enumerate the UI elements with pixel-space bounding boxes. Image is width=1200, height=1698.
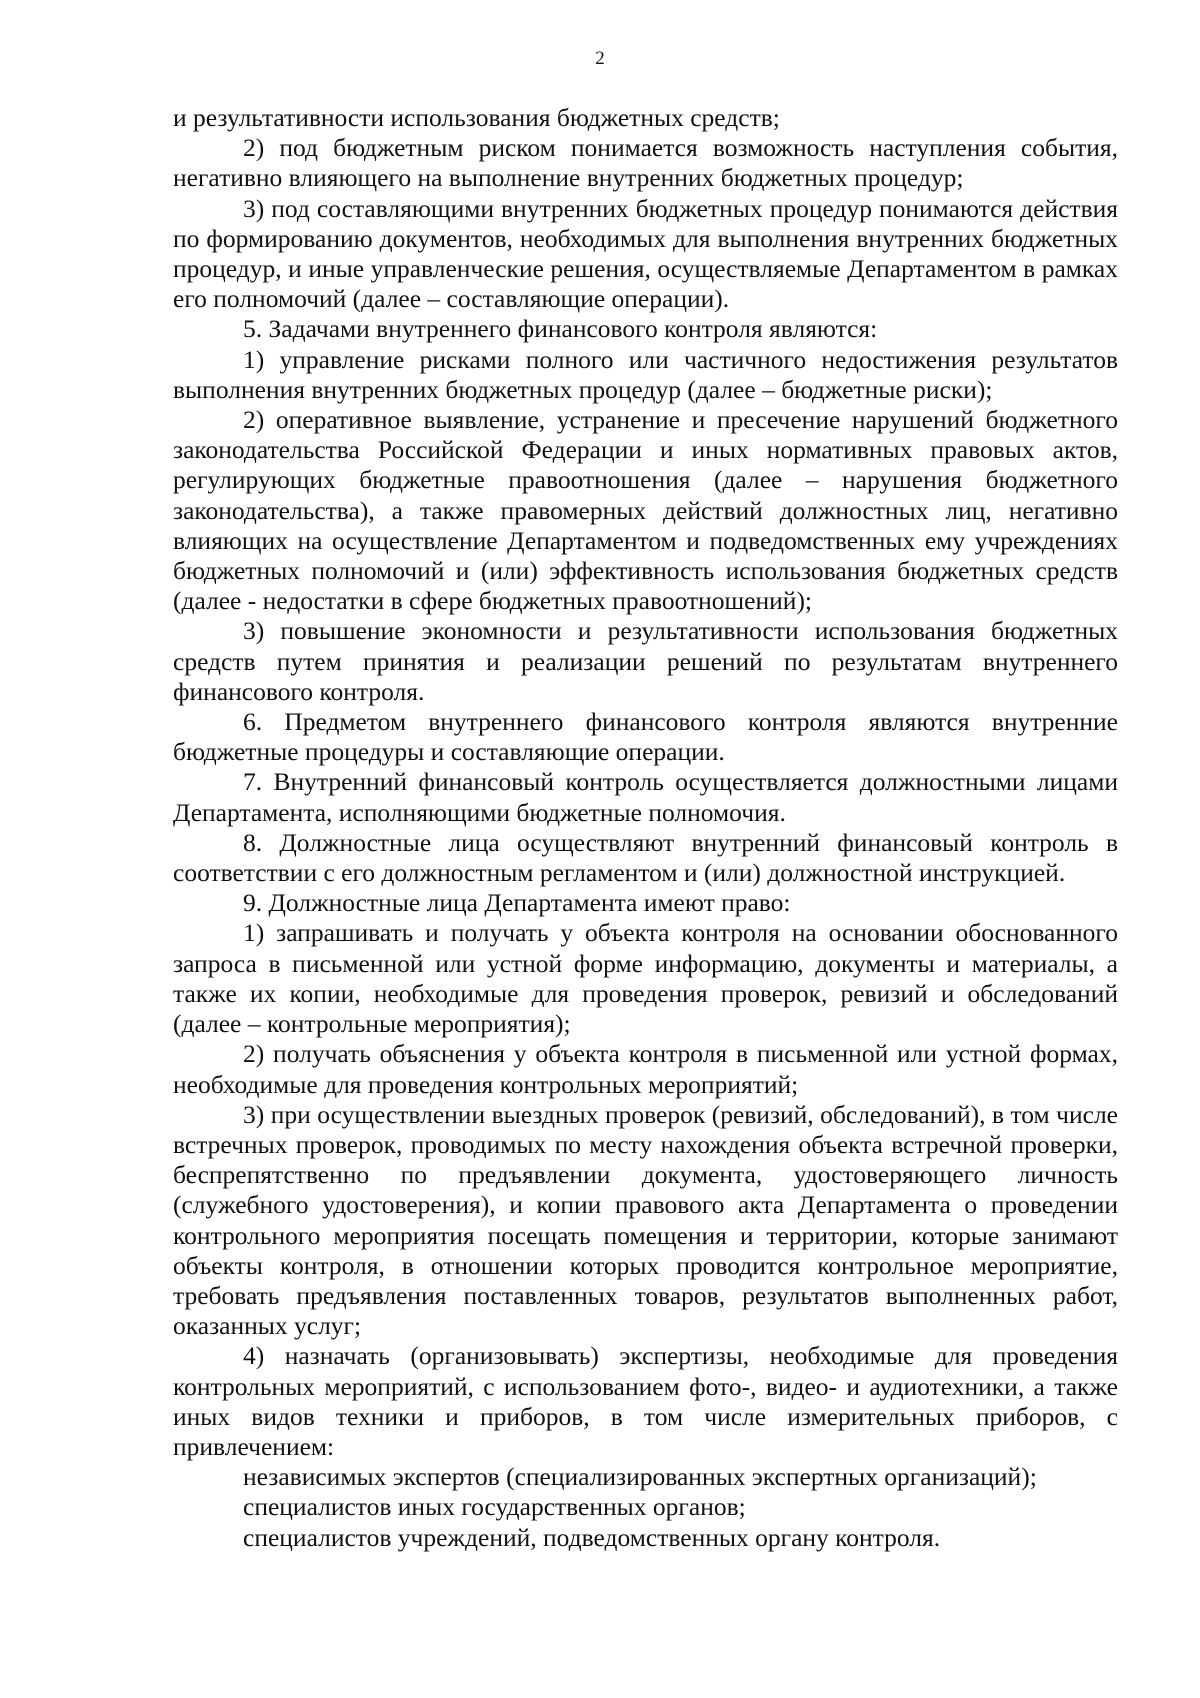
paragraph-item-4-2: 2) под бюджетным риском понимается возможность наступления события, негативно влияющего на выполнение внутренних бюджетных процедур; xyxy=(173,133,1118,193)
paragraph-item-9-2: 2) получать объяснения у объекта контроля в письменной или устной формах, необходимые для проведения контрольных мероприятий; xyxy=(173,1039,1118,1099)
paragraph-item-9-1: 1) запрашивать и получать у объекта контроля на основании обоснованного запроса в письменной или устной форме информацию, документы и материалы, а также их копии, необходимые для проведения проверок, ревизий и обследований (далее – контрольные мероприятия); xyxy=(173,918,1118,1039)
paragraph-item-5-3: 3) повышение экономности и результативности использования бюджетных средств путем принятия и реализации решений по результатам внутреннего финансового контроля. xyxy=(173,616,1118,706)
document-body xyxy=(173,103,1118,1553)
paragraph-clause-9: 9. Должностные лица Департамента имеют право: xyxy=(243,888,791,918)
paragraph-item-4-3: 3) под составляющими внутренних бюджетных процедур понимаются действия по формированию документов, необходимых для выполнения внутренних бюджетных процедур, и иные управленческие решения, осуществляемые Департаментом в рамках его полномочий (далее – составляющие операции). xyxy=(173,193,1118,314)
list-item-institution-specialists: специалистов учреждений, подведомственных органу контроля. xyxy=(243,1522,941,1552)
paragraph-item-5-1: 1) управление рисками полного или частичного недостижения результатов выполнения внутренних бюджетных процедур (далее – бюджетные риски); xyxy=(173,344,1118,404)
paragraph-clause-5: 5. Задачами внутреннего финансового контроля являются: xyxy=(243,314,878,344)
paragraph-clause-8: 8. Должностные лица осуществляют внутренний финансовый контроль в соответствии с его должностным регламентом и (или) должностной инструкцией. xyxy=(173,827,1118,888)
list-item-independent-experts: независимых экспертов (специализированных экспертных организаций); xyxy=(243,1462,1037,1492)
paragraph-item-9-4: 4) назначать (организовывать) экспертизы, необходимые для проведения контрольных мероприятий, с использованием фото-, видео- и аудиотехники, а также иных видов техники и приборов, в том числе измерительных приборов, с привлечением: xyxy=(173,1341,1118,1461)
paragraph-continuation: и результативности использования бюджетных средств; xyxy=(173,103,780,132)
paragraph-clause-7: 7. Внутренний финансовый контроль осуществляется должностными лицами Департамента, исполняющими бюджетные полномочия. xyxy=(173,767,1118,827)
page-number: 2 xyxy=(595,48,605,69)
paragraph-item-9-3: 3) при осуществлении выездных проверок (ревизий, обследований), в том числе встречных проверок, проводимых по месту нахождения объекта встречной проверки, беспрепятственно по предъявлении документа, удостоверяющего личность (служебного удостоверения), и копии правового акта Департамента о проведении контрольного мероприятия посещать помещения и территории, которые занимают объекты контроля, в отношении которых проводится контрольное мероприятие, требовать предъявления поставленных товаров, результатов выполненных работ, оказанных услуг; xyxy=(173,1099,1118,1341)
paragraph-item-5-2: 2) оперативное выявление, устранение и пресечение нарушений бюджетного законодательства Российской Федерации и иных нормативных правовых актов, регулирующих бюджетные правоотношения (далее – нарушения бюджетного законодательства), а также правомерных действий должностных лиц, негативно влияющих на осуществление Департаментом и подведомственных ему учреждениях бюджетных полномочий и (или) эффективность использования бюджетных средств (далее - недостатки в сфере бюджетных правоотношений); xyxy=(173,405,1118,616)
list-item-state-specialists: специалистов иных государственных органов; xyxy=(243,1492,746,1522)
paragraph-clause-6: 6. Предметом внутреннего финансового контроля являются внутренние бюджетные процедуры и составляющие операции. xyxy=(173,707,1118,767)
